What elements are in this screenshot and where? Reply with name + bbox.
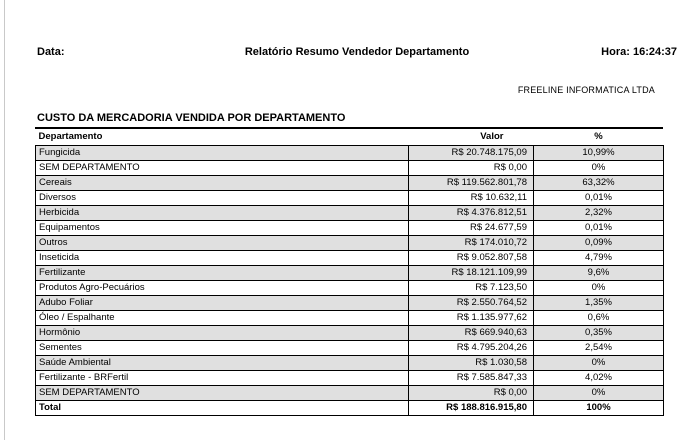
percent-cell: 0,35%: [534, 325, 664, 340]
date-label-group: [37, 46, 245, 58]
page-edge-divider: [4, 0, 5, 440]
value-cell: R$ 7.123,50: [409, 280, 534, 295]
report-header: [37, 46, 677, 58]
percent-cell: 0,01%: [534, 190, 664, 205]
value-cell: R$ 0,00: [409, 385, 534, 400]
value-cell: R$ 1.135.977,62: [409, 310, 534, 325]
department-cell: Produtos Agro-Pecuários: [36, 280, 409, 295]
table-row: [36, 280, 664, 295]
department-cell: Fertilizante - BRFertil: [36, 370, 409, 385]
percent-cell: 1,35%: [534, 295, 664, 310]
report-section: [35, 112, 663, 416]
table-row: [36, 385, 664, 400]
report-title: Relatório Resumo Vendedor Departamento: [244, 46, 470, 58]
time-label: Hora:: [601, 46, 630, 58]
department-cell: Fertilizante: [36, 265, 409, 280]
department-cost-table: [35, 129, 664, 416]
column-header-valor: Valor: [409, 129, 534, 145]
percent-cell: 4,02%: [534, 370, 664, 385]
table-row: [36, 160, 664, 175]
time-value: 16:24:37: [632, 46, 678, 58]
table-row: [36, 235, 664, 250]
percent-cell: 0,01%: [534, 220, 664, 235]
value-cell: R$ 24.677,59: [409, 220, 534, 235]
total-value-cell: R$ 188.816.915,80: [409, 400, 534, 415]
table-row: [36, 310, 664, 325]
value-cell: R$ 174.010,72: [409, 235, 534, 250]
date-label: Data:: [37, 46, 65, 58]
department-cell: Adubo Foliar: [36, 295, 409, 310]
table-row: [36, 370, 664, 385]
percent-cell: 0%: [534, 355, 664, 370]
percent-cell: 4,79%: [534, 250, 664, 265]
department-cell: Outros: [36, 235, 409, 250]
percent-cell: 9,6%: [534, 265, 664, 280]
percent-cell: 10,99%: [534, 145, 664, 160]
percent-cell: 2,32%: [534, 205, 664, 220]
department-cell: Fungicida: [36, 145, 409, 160]
table-row: [36, 340, 664, 355]
department-cell: Herbicida: [36, 205, 409, 220]
table-row: [36, 265, 664, 280]
percent-cell: 0%: [534, 160, 664, 175]
value-cell: R$ 0,00: [409, 160, 534, 175]
department-cell: SEM DEPARTAMENTO: [36, 160, 409, 175]
department-cell: Equipamentos: [36, 220, 409, 235]
table-row: [36, 250, 664, 265]
company-name: FREELINE INFORMATICA LTDA: [517, 85, 655, 95]
table-row: [36, 295, 664, 310]
department-cell: Sementes: [36, 340, 409, 355]
value-cell: R$ 18.121.109,99: [409, 265, 534, 280]
table-row: [36, 325, 664, 340]
value-cell: R$ 4.795.204,26: [409, 340, 534, 355]
table-row: [36, 220, 664, 235]
value-cell: R$ 20.748.175,09: [409, 145, 534, 160]
total-label-cell: Total: [36, 400, 409, 415]
department-cell: Inseticida: [36, 250, 409, 265]
total-percent-cell: 100%: [534, 400, 664, 415]
table-row: [36, 175, 664, 190]
percent-cell: 0%: [534, 385, 664, 400]
table-total-row: [36, 400, 664, 415]
department-cell: Hormônio: [36, 325, 409, 340]
time-label-group: [469, 46, 677, 58]
percent-cell: 2,54%: [534, 340, 664, 355]
department-cell: Diversos: [36, 190, 409, 205]
value-cell: R$ 119.562.801,78: [409, 175, 534, 190]
value-cell: R$ 9.052.807,58: [409, 250, 534, 265]
percent-cell: 0,6%: [534, 310, 664, 325]
percent-cell: 63,32%: [534, 175, 664, 190]
value-cell: R$ 7.585.847,33: [409, 370, 534, 385]
department-cell: Cereais: [36, 175, 409, 190]
value-cell: R$ 10.632,11: [409, 190, 534, 205]
department-cell: Óleo / Espalhante: [36, 310, 409, 325]
column-header-departamento: Departamento: [36, 129, 409, 145]
table-row: [36, 190, 664, 205]
table-row: [36, 355, 664, 370]
value-cell: R$ 2.550.764,52: [409, 295, 534, 310]
section-title: CUSTO DA MERCADORIA VENDIDA POR DEPARTAMENTO: [35, 112, 663, 129]
percent-cell: 0,09%: [534, 235, 664, 250]
table-header-row: [36, 129, 664, 145]
department-cell: SEM DEPARTAMENTO: [36, 385, 409, 400]
table-body: [36, 145, 664, 400]
value-cell: R$ 4.376.812,51: [409, 205, 534, 220]
value-cell: R$ 1.030,58: [409, 355, 534, 370]
column-header-percent: %: [534, 129, 664, 145]
department-cell: Saúde Ambiental: [36, 355, 409, 370]
percent-cell: 0%: [534, 280, 664, 295]
value-cell: R$ 669.940,63: [409, 325, 534, 340]
table-row: [36, 205, 664, 220]
table-row: [36, 145, 664, 160]
